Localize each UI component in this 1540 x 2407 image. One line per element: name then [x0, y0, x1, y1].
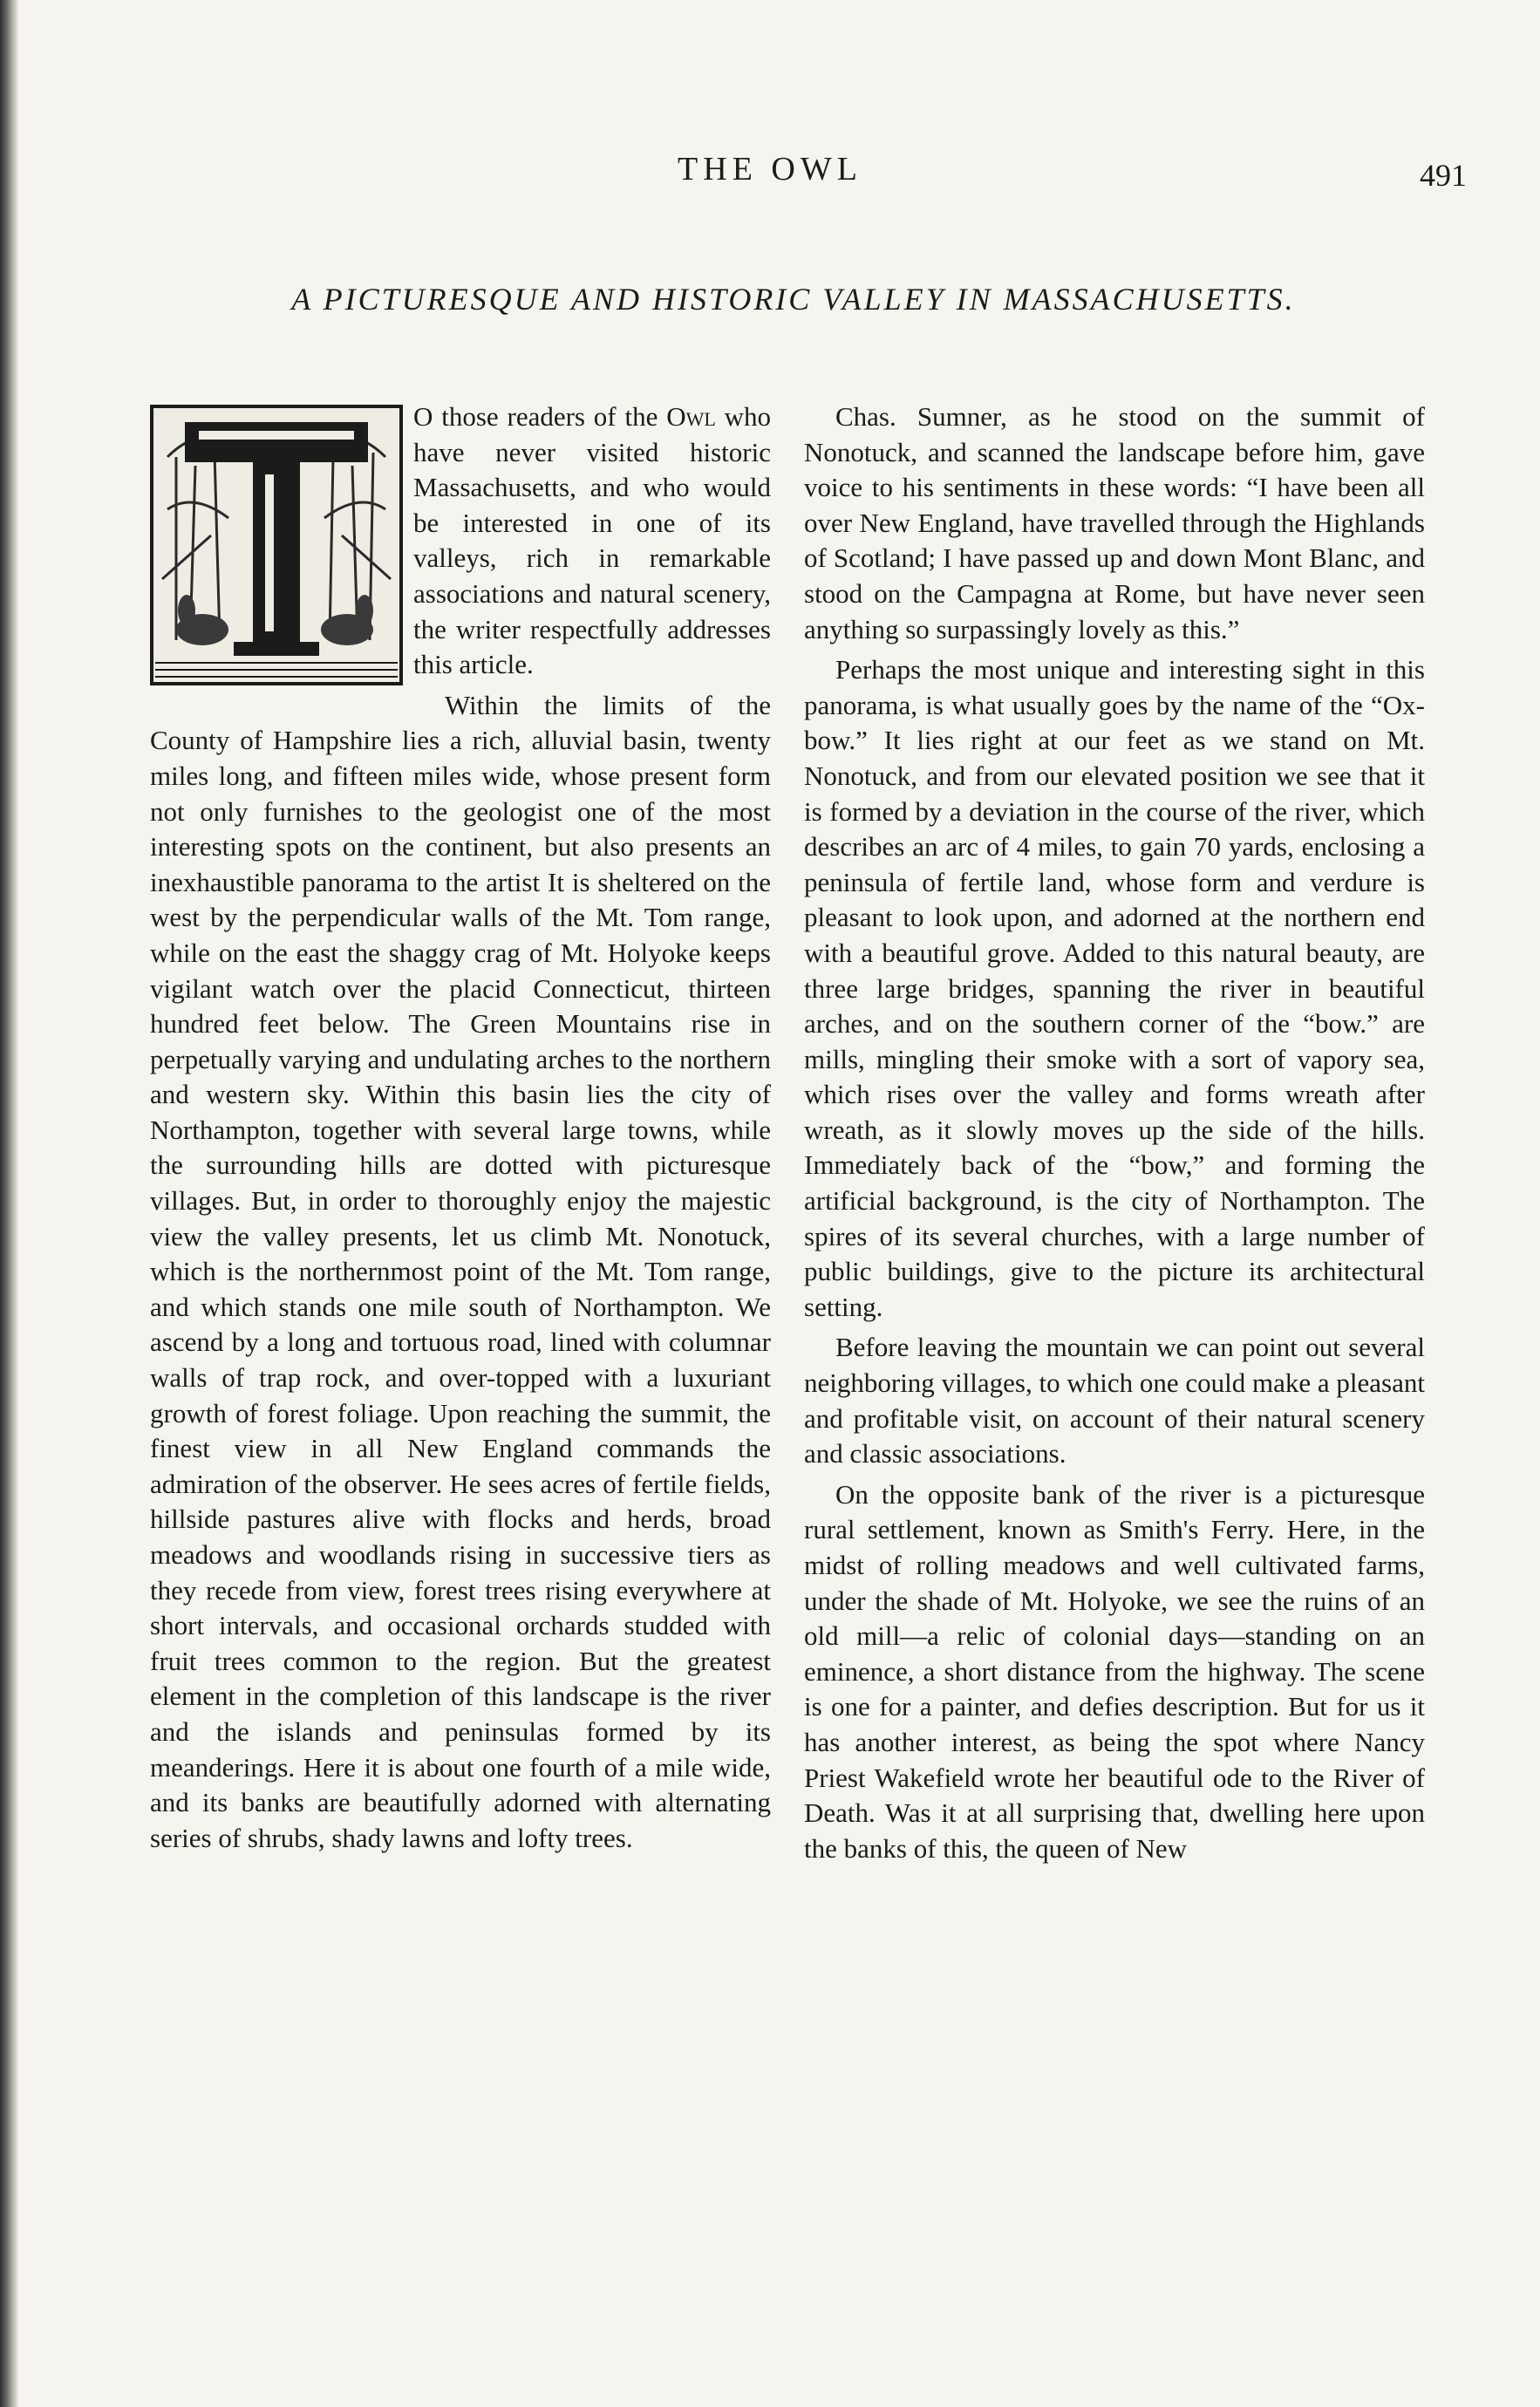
page-edge-shadow — [0, 0, 19, 2407]
intro-text-start: O those readers of the — [413, 401, 667, 432]
page-number: 491 — [1420, 158, 1467, 193]
drop-cap-illustration — [150, 405, 403, 685]
intro-text-rest: who have never visited historic Massachusetts, and who would be interested in one of its valleys, rich in remarkable associations and natural scenery, the writer respectfully addresses this article. — [413, 401, 772, 680]
right-column — [804, 399, 1425, 1866]
paragraph-villages: Before leaving the mountain we can point out several neighboring villages, to which one could make a pleasant and profitable visit, on account of their natural scenery and classic associations. — [804, 1332, 1425, 1469]
paragraph-sumner: Chas. Sumner, as he stood on the summit of Nonotuck, and scanned the landscape before him, gave voice to his sentiments in these words: “I have been all over New England, have travelled through the Highlands of Scotland; I have passed up and down Mont Blanc, and stood on the Campagna at Rome, but have never seen anything so surpassingly lovely as this.” — [804, 401, 1425, 644]
running-head: THE OWL — [678, 151, 862, 188]
owl-name: Owl — [666, 401, 716, 432]
paragraph-ox-bow: Perhaps the most unique and interesting sight in this panorama, is what usually goes by the name of the “Ox-bow.” It lies right at our feet as we stand on Mt. Nonotuck, and from our elevated position we see that it is formed by a deviation in the course of the river, which describes an arc of 4 miles, to gain 70 yards, enclosing a peninsula of fertile land, whose form and verdure is pleasant to look upon, and adorned at the northern end with a beautiful grove. Added to this natural beauty, are three large bridges, spanning the river in beautiful arches, and on the southern corner of the “bow.” are mills, mingling their smoke with a sort of vapory sea, which rises over the valley and forms wreath after wreath, as it slowly moves up the side of the hills. Immediately back of the “bow,” and forming the artificial background, is the city of Northampton. The spires of its several churches, with a large number of public buildings, give to the picture its architectural setting. — [804, 654, 1425, 1322]
article-title: A PICTURESQUE AND HISTORIC VALLEY IN MASSACHUSETTS. — [291, 282, 1296, 317]
paragraph-smiths-ferry: On the opposite bank of the river is a picturesque rural settlement, known as Smith's Ferry. Here, in the midst of rolling meadows and well cultivated farms, under the shade of Mt. Holyoke, we see the ruins of an old mill—a relic of colonial days—standing on an eminence, a short distance from the highway. The scene is one for a painter, and defies description. But for us it has another interest, as being the spot where Nancy Priest Wakefield wrote her beautiful ode to the River of Death. Was it at all surprising that, dwelling here upon the banks of this, the queen of New — [804, 1478, 1425, 1864]
paragraph-hampshire: Within the limits of the County of Hampshire lies a rich, alluvial basin, twenty miles long, and fifteen miles wide, whose present form not only furnishes to the geologist one of the most interesting spots on the continent, but also presents an inexhaustible panorama to the artist It is sheltered on the west by the perpendicular walls of the Mt. Tom range, while on the east the shaggy crag of Mt. Holyoke keeps vigilant watch over the placid Connecticut, thirteen hundred feet below. The Green Mountains rise in perpetually varying and undulating arches to the northern and western sky. Within this basin lies the city of Northampton, together with several large towns, while the surrounding hills are dotted with picturesque villages. But, in order to thoroughly enjoy the majestic view the valley presents, let us climb Mt. Nonotuck, which is the northernmost point of the Mt. Tom range, and which stands one mile south of Northampton. We ascend by a long and tortuous road, lined with columnar walls of trap rock, and over-topped with a luxuriant growth of forest foliage. Upon reaching the summit, the finest view in all New England commands the admiration of the observer. He sees acres of fertile fields, hillside pastures alive with flocks and herds, broad meadows and woodlands rising in successive tiers as they recede from view, forest trees rising everywhere at short intervals, and occasional orchards studded with fruit trees common to the region. But the greatest element in the completion of this landscape is the river and the islands and peninsulas formed by its meanderings. Here it is about one fourth of a mile wide, and its banks are beautifully adorned with alternating series of shrubs, shady lawns and lofty trees. — [150, 689, 771, 1853]
left-column — [150, 399, 771, 1856]
